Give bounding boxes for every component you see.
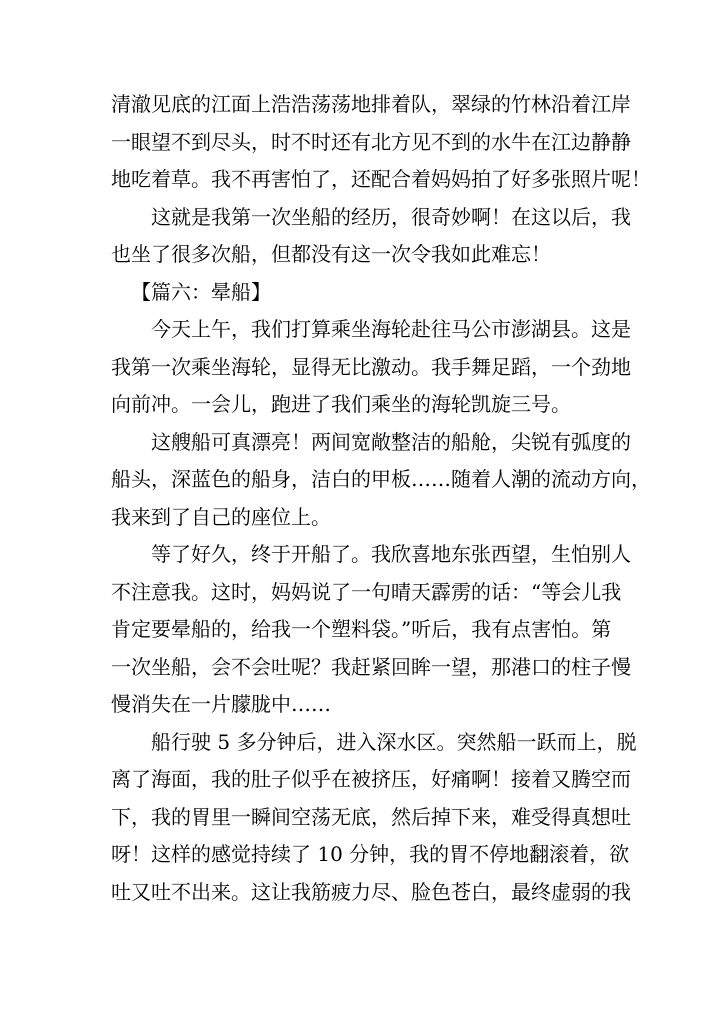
section-heading: 【篇六：晕船】 xyxy=(131,279,271,304)
text-line: 向前冲。一会儿，跑进了我们乘坐的海轮凯旋三号。 xyxy=(111,392,571,416)
text-line: 肯定要晕船的，给我一个塑料袋。”听后，我有点害怕。第 xyxy=(111,617,612,641)
text-line: 一眼望不到尽头，时不时还有北方见不到的水牛在江边静静 xyxy=(111,129,631,154)
paragraph-start-line: 等了好久，终于开船了。我欣喜地东张西望，生怕别人 xyxy=(151,542,631,566)
paragraph-start-line: 船行驶 5 多分钟后，进入深水区。突然船一跃而上，脱 xyxy=(151,729,637,754)
text-line: 慢消失在一片朦胧中…… xyxy=(111,692,331,716)
paragraph-start-line: 今天上午，我们打算乘坐海轮赴往马公市澎湖县。这是 xyxy=(151,317,631,341)
text-line: 船头，深蓝色的船身，洁白的甲板……随着人潮的流动方向， xyxy=(111,467,651,491)
text-line: 不注意我。这时，妈妈说了一句晴天霹雳的话：“等会儿我 xyxy=(111,579,622,604)
text-line: 呀！这样的感觉持续了 10 分钟，我的胃不停地翻滚着，欲 xyxy=(111,842,630,866)
essay-text xyxy=(111,86,651,911)
text-line: 清澈见底的江面上浩浩荡荡地排着队，翠绿的竹林沿着江岸 xyxy=(111,92,631,116)
text-line: 也坐了很多次船，但都没有这一次令我如此难忘！ xyxy=(111,242,551,266)
paragraph-start-line: 这就是我第一次坐船的经历，很奇妙啊！在这以后，我 xyxy=(151,204,631,229)
text-line: 我来到了自己的座位上。 xyxy=(111,504,331,529)
text-line: 我第一次乘坐海轮，显得无比激动。我手舞足蹈，一个劲地 xyxy=(111,354,631,379)
paragraph-start-line: 这艘船可真漂亮！两间宽敞整洁的船舱，尖锐有弧度的 xyxy=(151,429,631,454)
text-line: 地吃着草。我不再害怕了，还配合着妈妈拍了好多张照片呢！ xyxy=(111,167,651,191)
text-line: 下，我的胃里一瞬间空荡无底，然后掉下来，难受得真想吐 xyxy=(111,804,631,829)
text-line: 一次坐船，会不会吐呢？我赶紧回眸一望，那港口的柱子慢 xyxy=(111,654,631,679)
text-line: 离了海面，我的肚子似乎在被挤压，好痛啊！接着又腾空而 xyxy=(111,767,631,791)
text-line: 吐又吐不出来。这让我筋疲力尽、脸色苍白，最终虚弱的我 xyxy=(111,879,631,904)
